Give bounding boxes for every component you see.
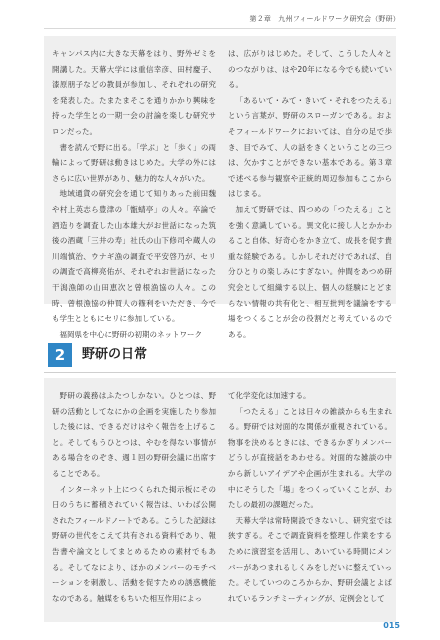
paragraph: 書を読んで野に出る。「学ぶ」と「歩く」の両輪によって野研は動きはじめた。大学の外にはさらに広い世界があり、魅力的な人々がいた。 (52, 142, 216, 183)
section-number-badge: 2 (48, 343, 72, 367)
page-number: 015 (383, 621, 400, 630)
text-column-left (52, 46, 216, 342)
text-block-bottom (44, 378, 396, 622)
section-divider (44, 372, 396, 373)
paragraph: インターネット上につくられた掲示板にその日のうちに蓄積されていく報告は、いわば公開されたフィールドノートである。こうした記録は野研の世代をこえて共有される資料であり、報告書や論文としてまとめるための素材でもある。そしてなにより、ほかのメンバーのモチベーションを刺激し、活動を促すための誘惑機能なのである。触媒をもちいた相互作用によっ (52, 484, 216, 603)
text-column-right (228, 388, 392, 606)
text-column-left (52, 388, 216, 606)
paragraph: は、広がりはじめた。そして、こうした人々とのつながりは、はや20年になる今でも続いている。 (228, 49, 392, 90)
text-column-right (228, 46, 392, 342)
paragraph: キャンパス内に大きな天幕をはり、野外ゼミを開講した。天幕大学には重信幸彦、田村慶子、漆原朋子などの教員が参加し、それぞれの研究を発表した。たまたまそこを通りかかり興味を持った学生との一期一会の討論を楽しむ研究サロンだった。 (52, 49, 216, 136)
section-title: 野研の日常 (82, 347, 148, 362)
paragraph: 加えて野研では、四つめの「つたえる」ことを強く意識している。異文化に接し人とかかわること自体、好奇心をかき立て、成長を促す貴重な経験である。しかしそれだけであれば、自分ひとりの楽しみにすぎない。仲間をあつめ研究会として組織する以上、個人の経験にとどまらない情報の共有化と、相互批判を議論をする場をつくることが会の役割だと考えているのである。 (228, 204, 392, 339)
paragraph: 「つたえる」ことは日々の雑談からも生まれる。野研では対面的な関係が重視されている。物事を決めるときには、できるかぎりメンバーどうしが直接話をあわせる。対面的な雑談の中から新しいアイデアや企画が生まれる。大学の中にそうした「場」をつくっていくことが、わたしの最初の課題だった。 (228, 406, 392, 510)
header-divider (44, 28, 396, 29)
section-heading (44, 341, 396, 369)
paragraph: 地域通貨の研究会を通じて知りあった前田魏や村上英志ら豊津の「甑蜻亭」の人々。卒論で酒造りを調査した山本雄大がお世話になった筑後の酒蔵「三井の寿」社氏の山下修司や蔵人の川端慎治、ウナギ漁の調査で平安啓乃が、セリの調査で高柳亮佑が、それぞれお世話になった干潟漁師の山田恵次と曾根漁協の人々。この時、曾根漁協の仲買人の篠利をいただき、今でも学生とともにセリに参加している。 (52, 189, 216, 324)
paragraph: て化学変化は加速する。 (228, 391, 311, 400)
running-header: 第２章 九州フィールドワーク研究会（野研） (249, 15, 400, 23)
paragraph: 野研の義務はふたつしかない。ひとつは、野研の活動としてなにかの企画を実施したり参加した後には、できるだけはやく報告を上げること。そしてもうひとつは、やむを得ない事情がある場合をのぞき、週１回の野研会議に出席することである。 (52, 391, 216, 478)
paragraph: 「あるいて・みて・きいて・それをつたえる」という言葉が、野研のスローガンである。およそフィールドワークにおいては、自分の足で歩き、目でみて、人の話をきくということの三つは、欠かすことができない基本である。第３章で述べる参与観察や正統的周辺参加もここからはじまる。 (228, 95, 392, 199)
text-block-top (44, 36, 396, 339)
paragraph: 福岡県を中心に野研の初期のネットワーク (59, 329, 202, 339)
paragraph: 天幕大学は常時開設できないし、研究室では狭すぎる。そこで調査資料を整理し作業をするために演習室を活用し、あいている時間にメンバーがあつまれるしくみをしだいに整えていった。そしていつのころからか、野研会議とよばれているランチミーティングが、定例会として (228, 515, 392, 603)
